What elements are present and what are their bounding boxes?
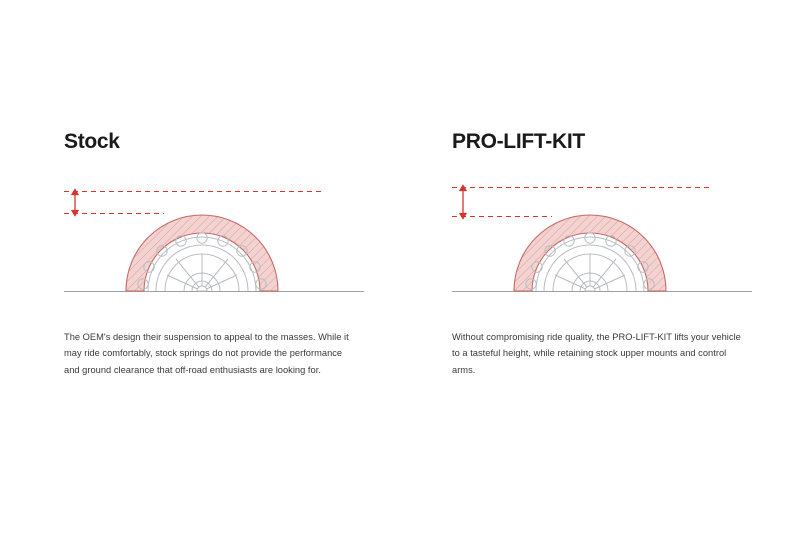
panel-description-stock: The OEM's design their suspension to appeal to the masses. While it may ride comfortably, stock springs do not provide the performance and ground clearance that off-road enthusiasts are looking for. <box>64 332 349 375</box>
panel-stock <box>64 130 364 387</box>
wheel-diagram-stock <box>64 183 364 313</box>
figure-pro-lift-kit <box>452 183 752 313</box>
dashed-measure-guides <box>452 188 710 217</box>
figure-stock <box>64 183 364 313</box>
page-title-pro-lift-kit: PRO-LIFT-KIT <box>452 130 585 153</box>
wheel-spokes <box>167 254 237 291</box>
measure-arrow <box>72 190 78 216</box>
wheel-diagram-pro-lift-kit <box>452 183 752 313</box>
page-title-stock: Stock <box>64 130 120 153</box>
dashed-measure-guides <box>64 192 322 214</box>
panel-pro-lift-kit <box>452 130 752 387</box>
measure-arrow <box>460 186 466 219</box>
wheel-spokes <box>555 254 625 291</box>
panel-description-pro-lift-kit: Without compromising ride quality, the PRO-LIFT-KIT lifts your vehicle to a tasteful height, while retaining stock upper mounts and control arms. <box>452 332 741 375</box>
